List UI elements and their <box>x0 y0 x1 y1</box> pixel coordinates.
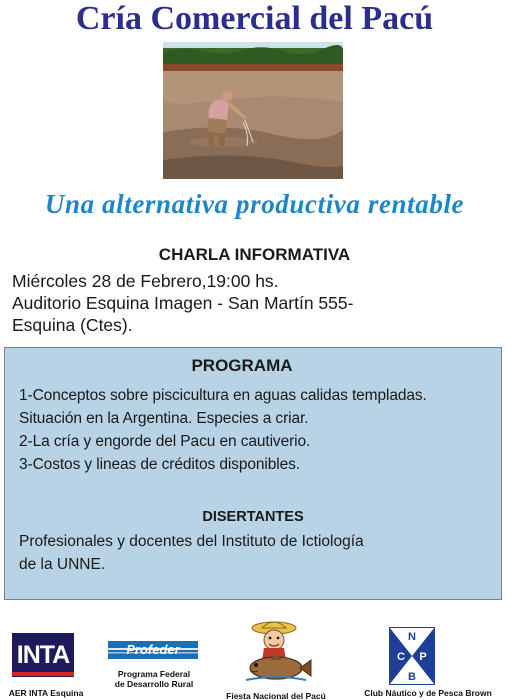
program-item: 1-Conceptos sobre piscicultura en aguas calidas templadas. <box>19 387 427 404</box>
club-caption: Club Náutico y de Pesca Brown <box>364 688 492 698</box>
charla-city-line: Esquina (Ctes). <box>12 315 133 335</box>
club-letter-n: N <box>408 631 416 643</box>
fiesta-caption: Fiesta Nacional del Pacú <box>226 691 326 700</box>
speakers-text <box>19 530 489 576</box>
profeder-logo-icon <box>108 639 198 661</box>
pond-photo <box>163 42 343 179</box>
program-item: Situación en la Argentina. Especies a criar. <box>19 410 309 427</box>
subtitle: Una alternativa productiva rentable <box>44 189 465 219</box>
inta-caption: AER INTA Esquina <box>8 688 84 698</box>
program-item: 2-La cría y engorde del Pacu en cautiverio. <box>19 433 311 450</box>
inta-logo-stripe <box>12 672 74 676</box>
program-item: 3-Costos y lineas de créditos disponibles. <box>19 456 300 473</box>
speakers-line: Profesionales y docentes del Instituto de Ictiología <box>19 533 364 550</box>
club-flag-icon <box>389 627 435 685</box>
program-list <box>19 384 499 476</box>
charla-heading: CHARLA INFORMATIVA <box>158 245 351 264</box>
page-title: Cría Comercial del Pacú <box>75 0 434 37</box>
program-heading: PROGRAMA <box>191 356 293 375</box>
inta-logo-text: INTA <box>16 641 70 669</box>
club-letter-c: C <box>397 651 405 663</box>
inta-logo-icon <box>12 633 74 677</box>
speakers-heading: DISERTANTES <box>202 509 304 525</box>
speakers-line: de la UNNE. <box>19 556 106 573</box>
club-letter-b: B <box>408 671 416 683</box>
charla-venue-line: Auditorio Esquina Imagen - San Martín 555- <box>12 293 354 313</box>
profeder-logo-text: Profeder <box>126 642 180 657</box>
program-box <box>4 347 502 600</box>
charla-date-line: Miércoles 28 de Febrero,19:00 hs. <box>12 271 279 291</box>
charla-details <box>12 270 502 336</box>
profeder-caption: Programa Federal de Desarrollo Rural <box>114 669 194 689</box>
fish-mascot-icon <box>240 618 312 684</box>
club-letter-p: P <box>419 651 427 663</box>
